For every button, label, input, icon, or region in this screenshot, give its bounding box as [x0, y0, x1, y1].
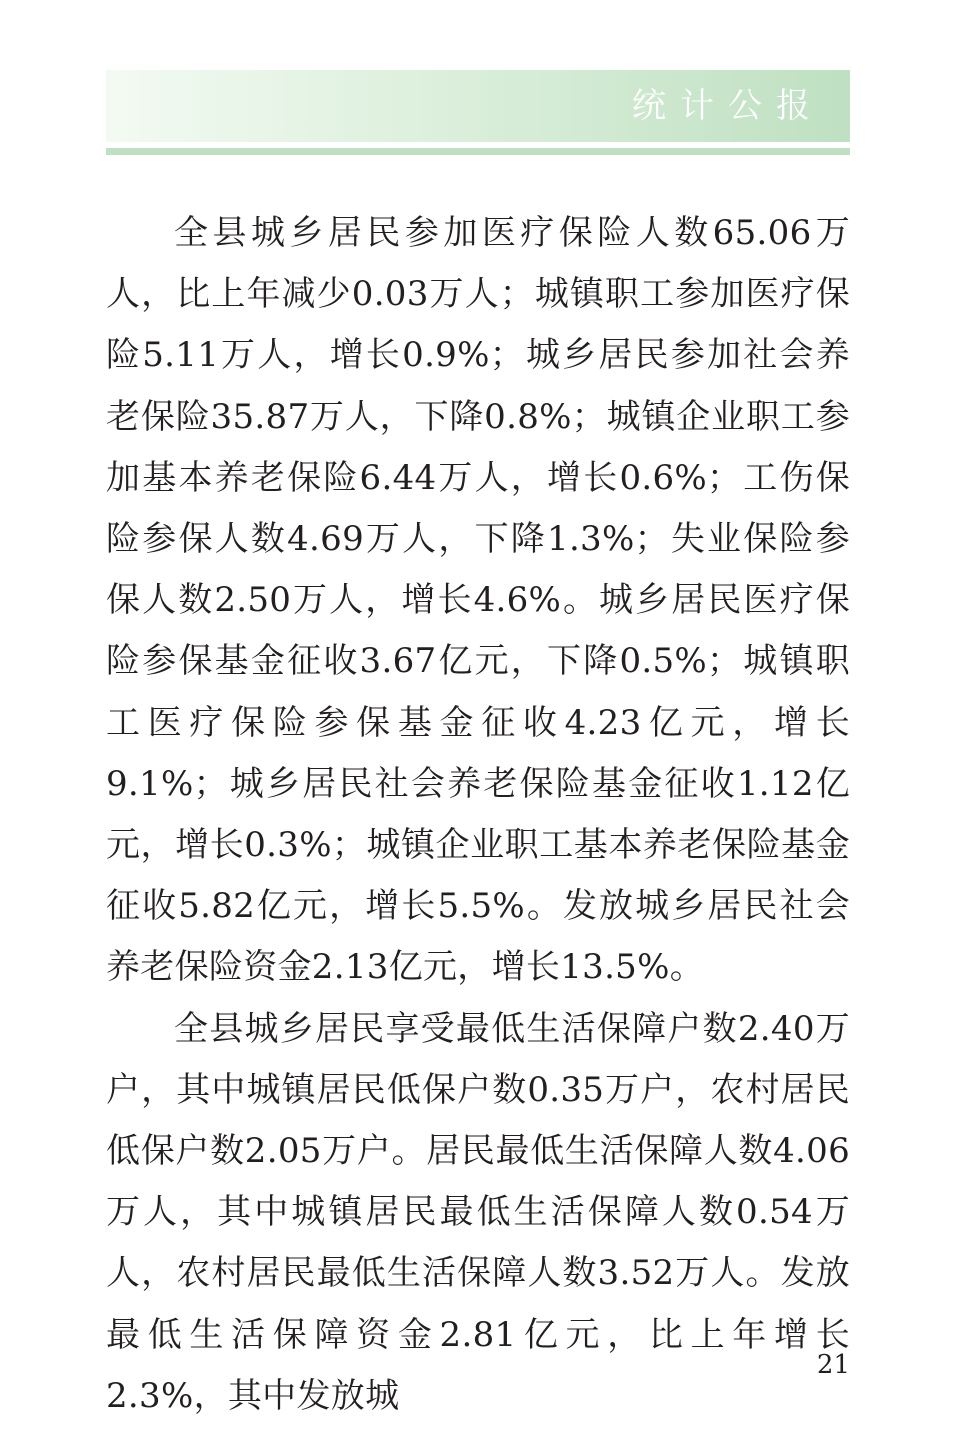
paragraph-minimum-living-security: 全县城乡居民享受最低生活保障户数2.40万户，其中城镇居民低保户数0.35万户，农村居民低保户数2.05万户。居民最低生活保障人数4.06万人，其中城镇居民最低生活保障人数0.54万人，农村居民最低生活保障人数3.52万人。发放最低生活保障资金2.81亿元，比上年增长2.3%，其中发放城: [106, 1008, 850, 1416]
section-title: 统计公报: [632, 86, 824, 126]
paragraph-social-insurance: 全县城乡居民参加医疗保险人数65.06万人，比上年减少0.03万人；城镇职工参加医疗保险5.11万人，增长0.9%；城乡居民参加社会养老保险35.87万人，下降0.8%；城镇企业职工参加基本养老保险6.44万人，增长0.6%；工伤保险参保人数4.69万人，下降1.3%；失业保险参保人数2.50万人，增长4.6%。城乡居民医疗保险参保基金征收3.67亿元，下降0.5%；城镇职工医疗保险参保基金征收4.23亿元，增长9.1%；城乡居民社会养老保险基金征收1.12亿元，增长0.3%；城镇企业职工基本养老保险基金征收5.82亿元，增长5.5%。发放城乡居民社会养老保险资金2.13亿元，增长13.5%。: [106, 213, 850, 988]
header-band: [106, 70, 850, 142]
page-number: 21: [816, 1350, 850, 1380]
page-body: [106, 203, 850, 1427]
header-divider: [106, 148, 850, 155]
